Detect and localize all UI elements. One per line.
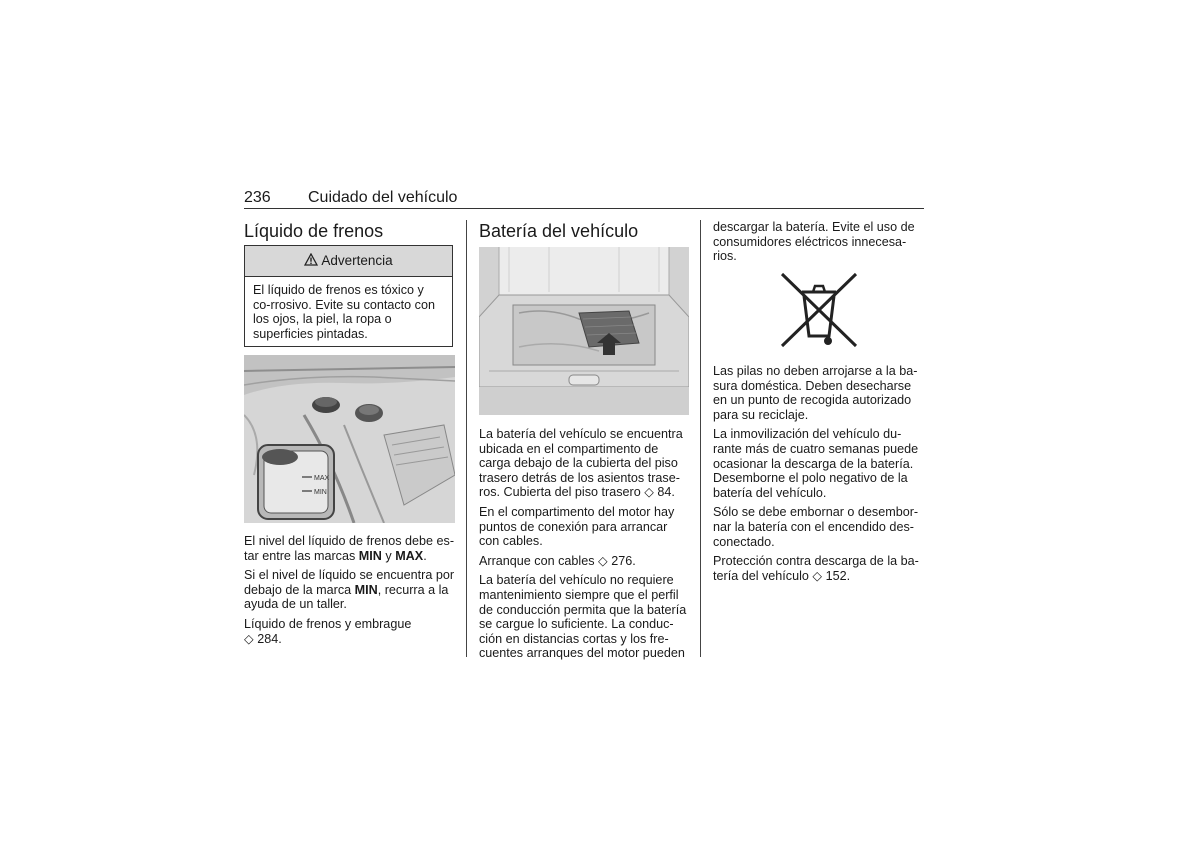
engine-bay-illustration — [244, 355, 455, 523]
reference-arrow-icon: ◇ — [812, 568, 823, 583]
reference-arrow-icon: ◇ — [644, 485, 654, 500]
paragraph-level: El nivel del líquido de frenos debe es-tar entre las marcas MIN y MAX. — [244, 534, 455, 563]
page-reference-link[interactable]: 152. — [825, 568, 851, 583]
paragraph-low-level: Si el nivel de líquido se encuentra por debajo de la marca MIN, recurra a la ayuda de un taller. — [244, 568, 455, 612]
warning-box — [244, 245, 453, 347]
paragraph-jump-start-ref: Arranque con cables ◇ 276. — [479, 553, 636, 568]
column-1 — [244, 220, 456, 242]
column-divider-1 — [466, 220, 467, 657]
heading-brake-fluid: Líquido de frenos — [244, 221, 384, 241]
page-header — [244, 189, 924, 209]
brake-fluid-figure — [244, 355, 455, 523]
paragraph-discharge-protection: Protección contra descarga de la ba-tería del vehículo ◇ 152. — [713, 554, 919, 583]
page-number: 236 — [244, 189, 271, 206]
column-2-text — [479, 427, 691, 666]
page-reference-link[interactable]: 276. — [611, 553, 636, 568]
header-rule — [244, 208, 924, 209]
column-1-text — [244, 534, 456, 651]
cargo-compartment-illustration — [479, 247, 689, 415]
paragraph-connect: Sólo se debe embornar o desembor-nar la batería con el encendido des-conectado. — [713, 505, 919, 549]
page-reference-link[interactable]: 84. — [657, 485, 675, 500]
paragraph-continued: descargar la batería. Evite el uso de consumidores eléctricos innecesa-rios. — [713, 220, 915, 264]
column-3-text — [713, 364, 925, 588]
column-3-top — [713, 220, 925, 269]
warning-header — [245, 246, 452, 277]
column-divider-2 — [700, 220, 701, 657]
min-marking: MIN — [314, 489, 327, 496]
paragraph-jump-points: En el compartimento del motor hay puntos de conexión para arrancar con cables. — [479, 504, 675, 549]
paragraph-reference: Líquido de frenos y embrague ◇ 284. — [244, 616, 412, 646]
battery-location-figure — [479, 247, 689, 415]
paragraph-maintenance: La batería del vehículo no requiere mantenimiento siempre que el perfil de conducción permita que la batería se cargue lo suficiente. La conduc-ción en distancias cortas y los fre-cuentes arranques del motor pueden — [479, 573, 687, 661]
paragraph-disposal: Las pilas no deben arrojarse a la ba-sura doméstica. Deben desecharse en un punto de recogida autorizado para su reciclaje. — [713, 364, 918, 422]
warning-triangle-icon — [304, 253, 318, 266]
crossed-out-bin-icon — [778, 270, 860, 352]
paragraph-battery-location: La batería del vehículo se encuentra ubicada en el compartimento de carga debajo de la cubierta del piso trasero detrás de los asientos trase-ros. Cubierta del piso trasero ◇ 84. — [479, 427, 683, 500]
page-reference-link[interactable]: 284. — [257, 631, 282, 646]
warning-title: Advertencia — [321, 253, 393, 268]
max-marking: MAX — [314, 475, 330, 482]
column-2 — [479, 220, 691, 242]
reference-arrow-icon: ◇ — [244, 631, 254, 646]
reference-arrow-icon: ◇ — [598, 553, 608, 568]
section-title: Cuidado del vehículo — [308, 189, 458, 206]
warning-text: El líquido de frenos es tóxico y co-rrosivo. Evite su contacto con los ojos, la piel, la ropa o superficies pintadas. — [253, 283, 435, 341]
heading-battery: Batería del vehículo — [479, 221, 639, 241]
paragraph-immobilization: La inmovilización del vehículo du-rante más de cuatro semanas puede ocasionar la descarga de la batería. Desemborne el polo negativo de la batería del vehículo. — [713, 427, 919, 500]
